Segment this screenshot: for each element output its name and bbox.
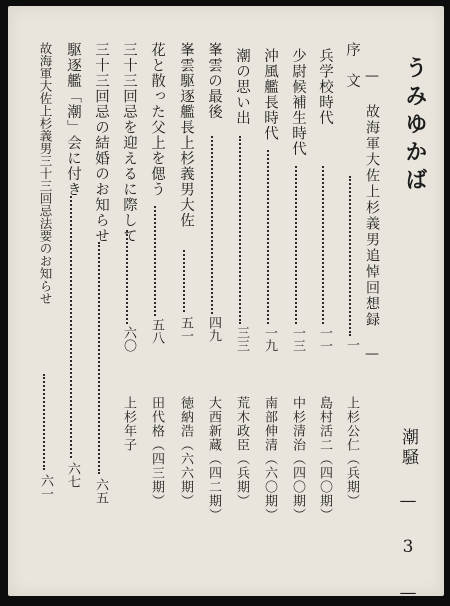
toc-entry-title: 故海軍大佐上杉義男三十三回忌法要のお知らせ xyxy=(38,42,53,305)
toc-entry-author: 田代格（四三期） xyxy=(149,396,164,508)
toc-leader-dots xyxy=(43,374,45,470)
toc-leader-dots xyxy=(183,250,185,312)
toc-leader-dots xyxy=(70,196,72,458)
toc-entry-page: 四九 xyxy=(206,316,221,342)
book-title: うみゆかば xyxy=(402,56,428,196)
toc-leader-dots xyxy=(349,176,351,336)
toc-entry-title: 三十三回忌の結婚のお知らせ xyxy=(93,42,109,244)
toc-entry-page: 六〇 xyxy=(121,326,136,352)
toc-leader-dots xyxy=(295,166,297,324)
toc-entry-author: 上杉年子 xyxy=(121,396,136,452)
toc-entry-page: 六七 xyxy=(65,462,80,488)
toc-entry-title: 沖風艦長時代 xyxy=(262,48,278,141)
toc-entry-title: 潮の思い出 xyxy=(234,48,250,126)
toc-leader-dots xyxy=(98,242,100,474)
series-label: 潮騒 — 3 — xyxy=(398,428,418,606)
toc-leader-dots xyxy=(154,206,156,316)
toc-leader-dots xyxy=(211,136,213,314)
toc-entry-page: 五八 xyxy=(149,318,164,344)
toc-entry-author: 大西新蔵（四二期） xyxy=(206,396,221,522)
toc-entry-page: 一一 xyxy=(317,326,332,352)
toc-entry-title: 兵学校時代 xyxy=(317,48,333,126)
toc-leader-dots xyxy=(126,230,128,324)
toc-entry-page: 一 xyxy=(344,338,359,351)
toc-entry-title: 駆逐艦「潮」会に付き xyxy=(65,42,81,197)
toc-entry-page: 六一 xyxy=(38,474,53,500)
toc-entry-author: 徳納浩（六六期） xyxy=(178,396,193,508)
toc-entry-author: 島村活二（四〇期） xyxy=(317,396,332,522)
toc-entry-author: 中杉清治（四〇期） xyxy=(290,396,305,522)
toc-leader-dots xyxy=(267,150,269,324)
toc-leader-dots xyxy=(322,166,324,324)
toc-entry-title: 序 文 xyxy=(344,42,360,89)
toc-entry-page: 六五 xyxy=(93,478,108,504)
toc-entry-page: 一九 xyxy=(262,326,277,352)
toc-entry-title: 峯雲の最後 xyxy=(206,42,222,120)
toc-entry-author: 上杉公仁（兵期） xyxy=(344,396,359,508)
toc-leader-dots xyxy=(239,136,241,324)
toc-entry-title: 花と散った父上を偲う xyxy=(149,42,165,197)
toc-entry-title: 峯雲駆逐艦長上杉義男大佐 xyxy=(178,42,194,228)
toc-entry-title: 少尉候補生時代 xyxy=(290,48,306,157)
toc-entry-author: 荒木政臣（兵期） xyxy=(234,396,249,508)
toc-entry-page: 三三 xyxy=(234,326,249,352)
book-page xyxy=(8,6,444,606)
toc-entry-page: 一三 xyxy=(290,326,305,352)
book-subtitle: — 故海軍大佐上杉義男追悼回想録 — xyxy=(364,68,380,364)
toc-entry-author: 南部伸清（六〇期） xyxy=(262,396,277,522)
toc-entry-title: 三十三回忌を迎えるに際して xyxy=(121,42,137,244)
toc-entry-page: 五一 xyxy=(178,316,193,342)
